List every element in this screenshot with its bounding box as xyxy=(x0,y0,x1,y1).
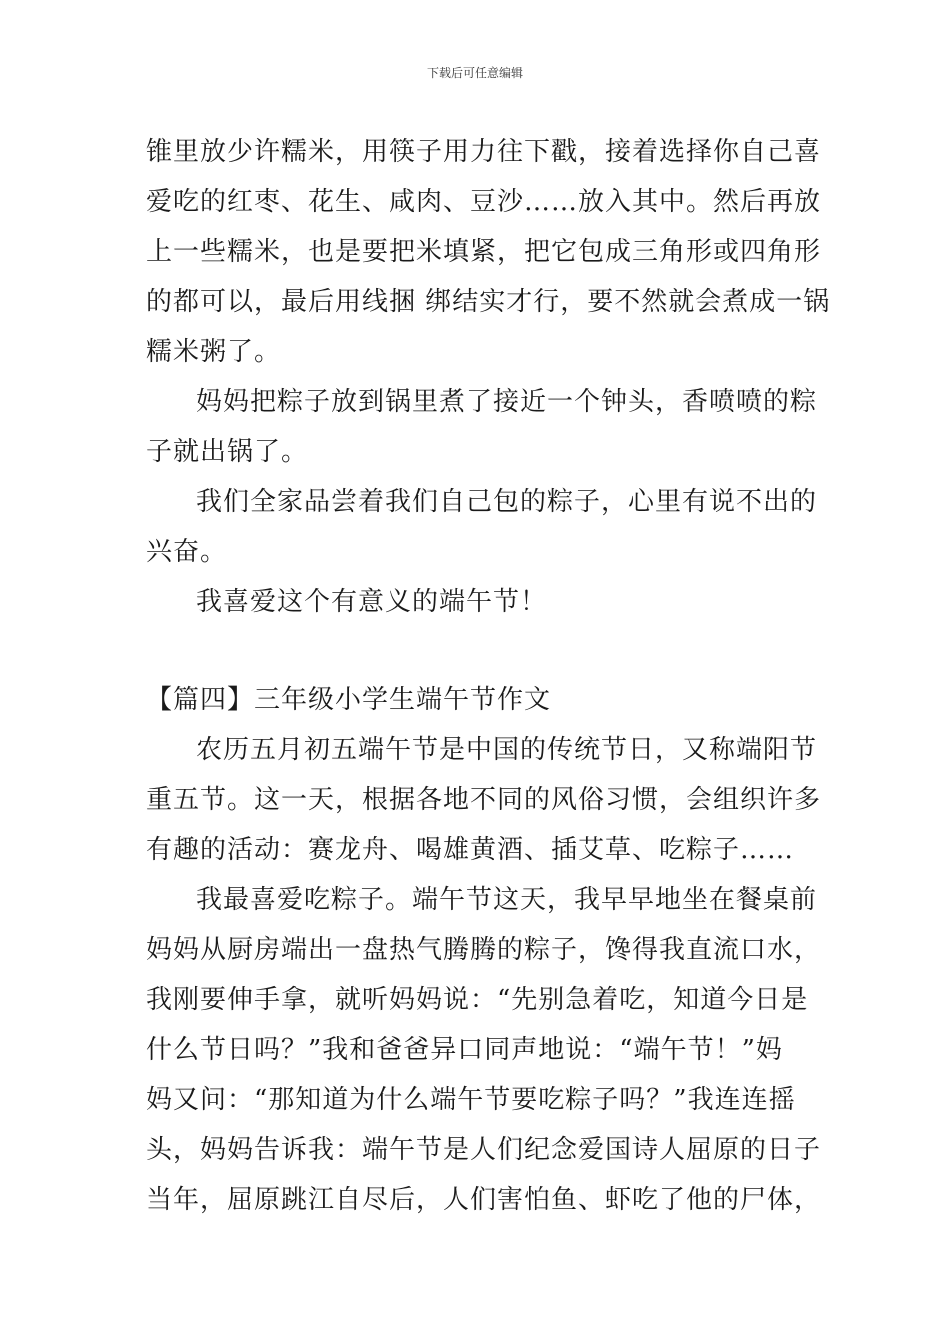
text-line: 我最喜爱吃粽子。端午节这天，我早早地坐在餐桌前 xyxy=(196,885,818,915)
text-line: 糯米粥了。 xyxy=(146,337,282,367)
text-line: 我刚要伸手拿，就听妈妈说：“先别急着吃，知道今日是 xyxy=(146,985,809,1015)
text-line: 当年，屈原跳江自尽后，人们害怕鱼、虾吃了他的尸体， xyxy=(146,1185,822,1215)
text-line: 妈又问：“那知道为什么端午节要吃粽子吗？”我连连摇 xyxy=(146,1085,796,1115)
text-line: 子就出锅了。 xyxy=(146,437,309,467)
text-line: 锥里放少许糯米，用筷子用力往下戳，接着选择你自己喜 xyxy=(146,137,822,167)
text-line: 我喜爱这个有意义的端午节！ xyxy=(196,587,548,617)
text-line: 什么节日吗？”我和爸爸异口同声地说：“端午节！”妈 xyxy=(146,1035,783,1065)
text-line: 上一些糯米，也是要把米填紧，把它包成三角形或四角形 xyxy=(146,237,822,267)
text-line: 妈妈从厨房端出一盘热气腾腾的粽子，馋得我直流口水， xyxy=(146,935,822,965)
text-line: 有趣的活动：赛龙舟、喝雄黄酒、插艾草、吃粽子…… xyxy=(146,835,795,865)
text-line: 爱吃的红枣、花生、咸肉、豆沙……放入其中。然后再放 xyxy=(146,187,822,217)
text-line: 农历五月初五端午节是中国的传统节日，又称端阳节 xyxy=(196,735,818,765)
page-header: 下载后可任意编辑 xyxy=(426,66,523,80)
text-line: 重五节。这一天，根据各地不同的风俗习惯，会组织许多 xyxy=(146,785,822,815)
text-line: 兴奋。 xyxy=(146,537,228,567)
text-line: 的都可以，最后用线捆 绑结实才行，要不然就会煮成一锅 xyxy=(146,287,831,317)
text-line: 我们全家品尝着我们自己包的粽子，心里有说不出的 xyxy=(196,487,818,517)
section-heading: 【篇四】三年级小学生端午节作文 xyxy=(146,685,552,715)
text-line: 妈妈把粽子放到锅里煮了接近一个钟头，香喷喷的粽 xyxy=(196,387,818,417)
text-line: 头，妈妈告诉我：端午节是人们纪念爱国诗人屈原的日子 xyxy=(146,1135,822,1165)
